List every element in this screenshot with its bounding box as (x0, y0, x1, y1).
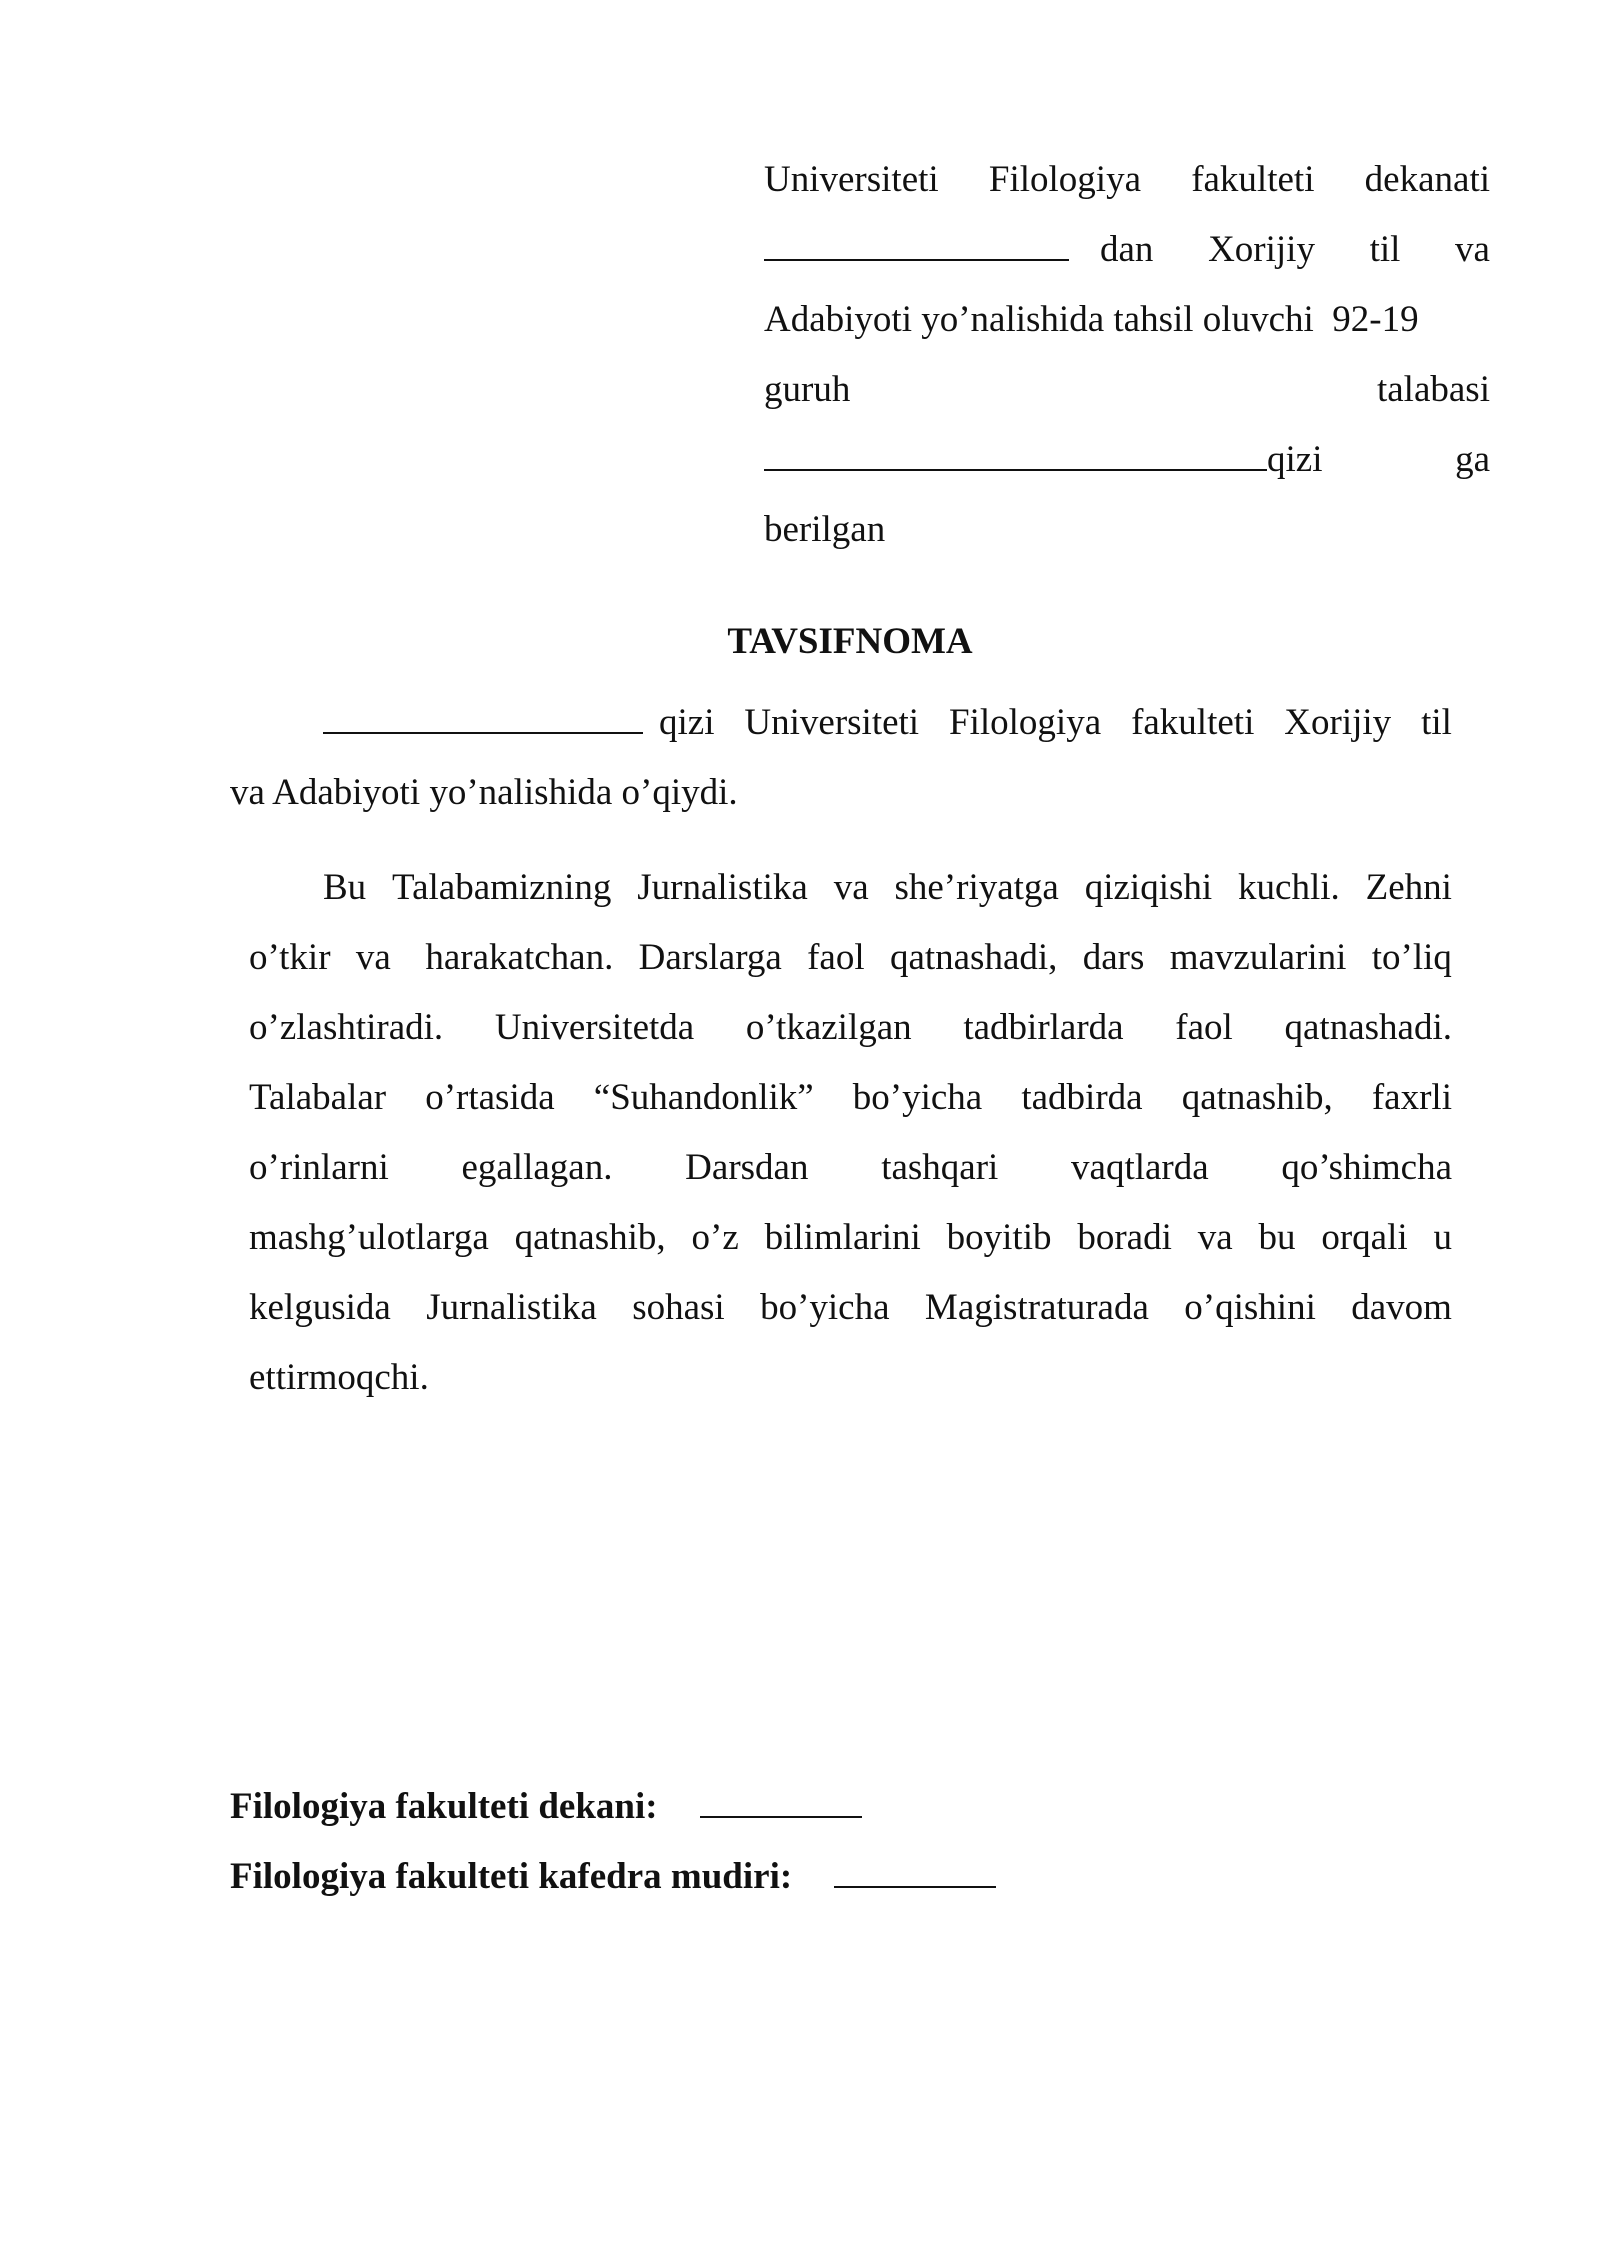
word: Jurnalistika (637, 867, 808, 908)
paragraph-1-line-2 (230, 758, 1452, 828)
word: kelgusida (249, 1287, 391, 1328)
paragraph-1-line-2-text: va Adabiyoti yo’nalishida o’qiydi. (230, 772, 738, 813)
p1-word: Xorijiy (1284, 702, 1392, 743)
p1-word: fakulteti (1131, 702, 1255, 743)
word: dars (1082, 937, 1145, 978)
addressee-block (764, 145, 1490, 565)
word: boradi (1077, 1217, 1172, 1258)
word: egallagan. (461, 1147, 613, 1188)
addressee-line-2-words (1100, 215, 1490, 285)
word: o’tkir (249, 937, 331, 978)
word: o’qishini (1184, 1287, 1316, 1328)
word: o’tkazilgan (745, 1007, 912, 1048)
word: sohasi (632, 1287, 725, 1328)
word: fakulteti (1191, 159, 1315, 200)
word: tashqari (881, 1147, 999, 1188)
paragraph-1-line-1 (230, 688, 1452, 758)
paragraph-2-line (249, 1273, 1452, 1343)
name-blank (764, 259, 1069, 261)
word: va (1455, 229, 1490, 270)
paragraph-2-line (249, 1203, 1452, 1273)
word: Universiteti (764, 159, 939, 200)
word: mavzularini (1169, 937, 1347, 978)
paragraph-2 (249, 853, 1452, 1413)
word: o’rinlarni (249, 1147, 389, 1188)
head-signature-row (230, 1842, 1230, 1912)
word: faol (807, 937, 865, 978)
paragraph-2-line (249, 1063, 1452, 1133)
paragraph-2-line (249, 923, 1452, 993)
word: Darsdan (685, 1147, 809, 1188)
word: bo’yicha (852, 1077, 983, 1118)
addressee-line-3 (764, 285, 1490, 355)
word: qo’shimcha (1281, 1147, 1452, 1188)
word: u (1433, 1217, 1452, 1258)
paragraph-1 (230, 688, 1452, 828)
paragraph-2-line (249, 993, 1452, 1063)
word: Talabalar (249, 1077, 387, 1118)
word: bilimlarini (764, 1217, 921, 1258)
p1-word: Filologiya (949, 702, 1102, 743)
word: davom (1351, 1287, 1452, 1328)
word: Filologiya (988, 159, 1141, 200)
word: faol (1175, 1007, 1233, 1048)
word: she’riyatga (894, 867, 1059, 908)
word: dan (1100, 229, 1154, 270)
word: Magistraturada (924, 1287, 1149, 1328)
word: vaqtlarda (1071, 1147, 1209, 1188)
word: mashg’ulotlarga (249, 1217, 489, 1258)
word: boyitib (946, 1217, 1052, 1258)
word: va (1197, 1217, 1233, 1258)
paragraph-2-line (249, 1133, 1452, 1203)
document-title: TAVSIFNOMA (727, 621, 973, 662)
word: qatnashib, (514, 1217, 666, 1258)
word: “Suhandonlik” (593, 1077, 814, 1118)
paragraph-2-last-line-text: ettirmoqchi. (249, 1357, 429, 1398)
head-label: Filologiya fakulteti kafedra mudiri: (230, 1856, 793, 1897)
word: talabasi (1376, 369, 1490, 410)
word: bu (1258, 1217, 1296, 1258)
word: kuchli. (1238, 867, 1340, 908)
word: Xorijiy (1208, 229, 1315, 270)
p1-word: til (1421, 702, 1452, 743)
word: Jurnalistika (426, 1287, 597, 1328)
word: tadbirlarda (963, 1007, 1124, 1048)
word: va (355, 937, 401, 978)
word: qiziqishi (1084, 867, 1213, 908)
paragraph-2-lines (249, 853, 1452, 1343)
word: guruh (764, 369, 851, 410)
paragraph-2-last-line (249, 1343, 1452, 1413)
dean-label: Filologiya fakulteti dekani: (230, 1786, 658, 1827)
ga-word: ga (1455, 439, 1490, 480)
qizi-word: qizi (1267, 439, 1323, 480)
word: til (1369, 229, 1401, 270)
head-signature-blank[interactable] (834, 1886, 996, 1888)
word: bo’yicha (760, 1287, 890, 1328)
word: o’rtasida (425, 1077, 555, 1118)
addressee-line-6 (764, 495, 1490, 565)
word: Talabamizning (392, 867, 612, 908)
addressee-line-3-text: Adabiyoti yo’nalishida tahsil oluvchi 92-19 (764, 299, 1419, 340)
word: qatnashadi, (889, 937, 1058, 978)
addressee-line-4 (764, 355, 1490, 425)
word: to’liq (1371, 937, 1452, 978)
addressee-line-6-text: berilgan (764, 509, 886, 550)
signature-block (230, 1772, 1230, 1912)
addressee-line-1 (764, 145, 1490, 215)
paragraph-1-lead (323, 688, 714, 758)
p1-word: Universiteti (744, 702, 920, 743)
paragraph-1-name-blank (323, 732, 643, 734)
word: Zehni (1365, 867, 1452, 908)
word: dekanati (1364, 159, 1490, 200)
paragraph-1-qizi: qizi (659, 702, 715, 743)
word: Darslarga (638, 937, 782, 978)
word: harakatchan. (425, 937, 614, 978)
student-name-wrap (764, 425, 1322, 495)
word: qatnashib, (1181, 1077, 1333, 1118)
word: o’zlashtiradi. (249, 1007, 444, 1048)
word: o’z (691, 1217, 739, 1258)
word: va (833, 867, 869, 908)
addressee-line-2 (764, 215, 1490, 285)
word: tadbirda (1021, 1077, 1143, 1118)
student-name-blank (764, 469, 1267, 471)
word: faxrli (1371, 1077, 1452, 1118)
paragraph-2-line (249, 853, 1452, 923)
word: orqali (1321, 1217, 1408, 1258)
word: Bu (323, 867, 367, 908)
word: qatnashadi. (1284, 1007, 1452, 1048)
word: Universitetda (494, 1007, 695, 1048)
dean-signature-blank[interactable] (700, 1816, 862, 1818)
dean-signature-row (230, 1772, 1230, 1842)
addressee-line-5 (764, 425, 1490, 495)
